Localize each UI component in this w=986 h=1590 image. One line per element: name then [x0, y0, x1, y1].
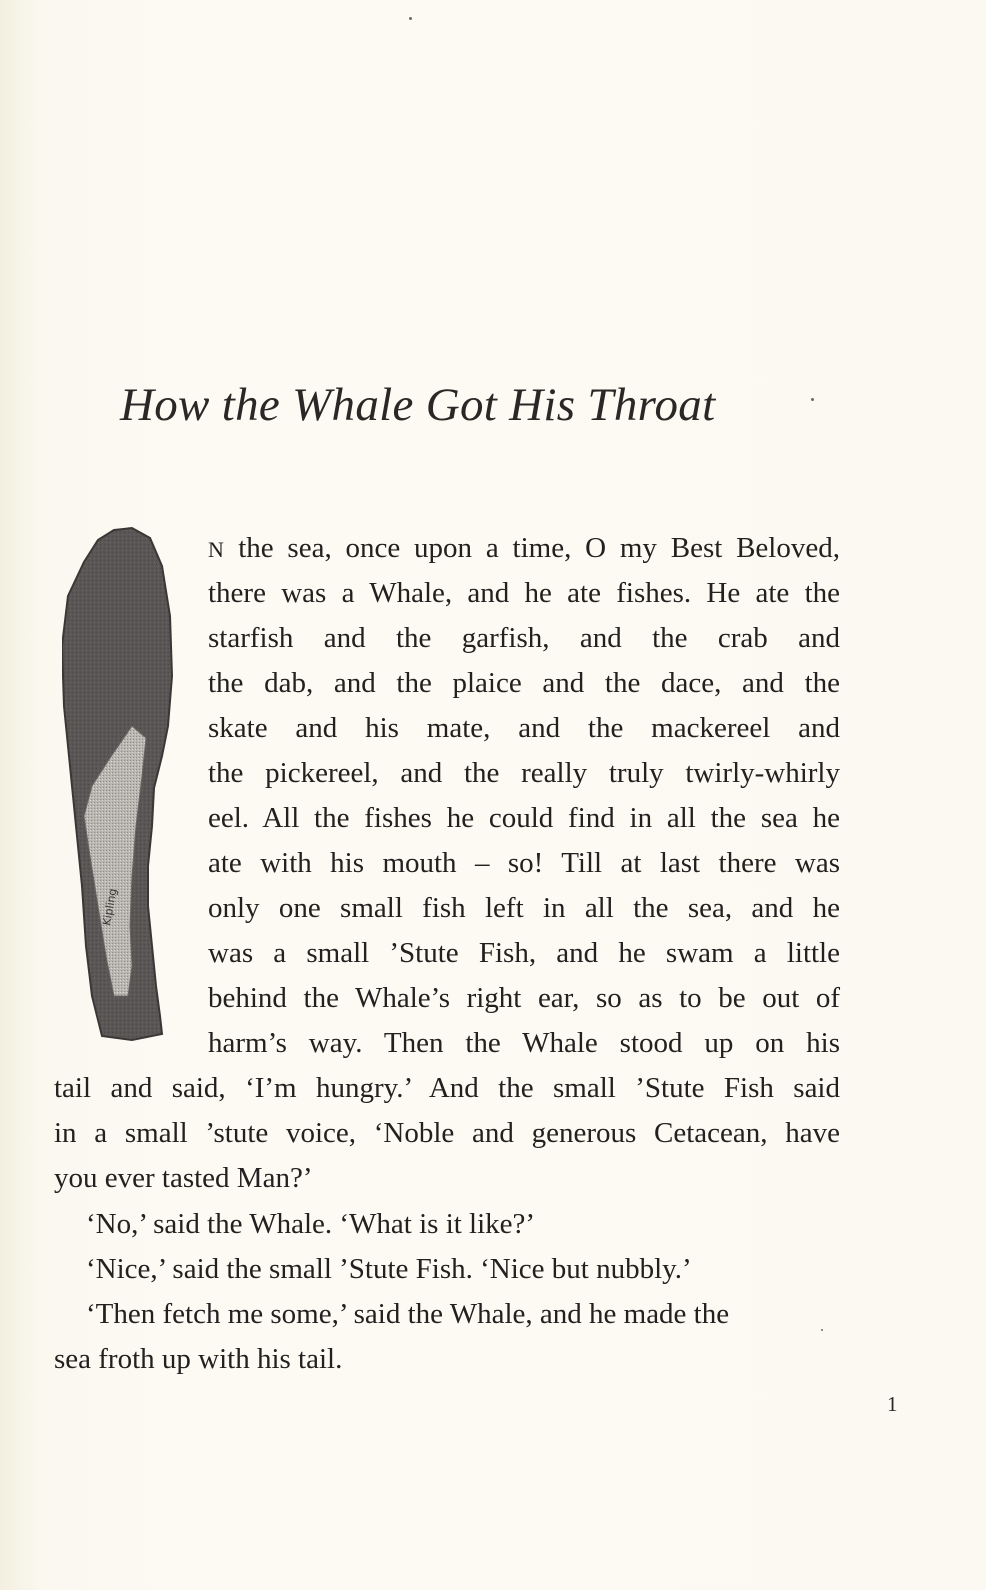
paragraph-line: starfish and the garfish, and the crab and [208, 622, 840, 654]
print-speck [811, 398, 814, 401]
paragraph-line: skate and his mate, and the mackereel and [208, 712, 840, 744]
paragraph-line: you ever tasted Man?’ [54, 1162, 313, 1194]
paragraph-line: was a small ’Stute Fish, and he swam a little [208, 937, 840, 969]
print-speck [409, 17, 412, 20]
page-number: 1 [887, 1392, 898, 1416]
paragraph-line: ate with his mouth – so! Till at last there was [208, 847, 840, 879]
lead-small-capital: N [208, 537, 225, 562]
paragraph-line: eel. All the fishes he could find in all the sea he [208, 802, 840, 834]
paragraph-line: there was a Whale, and he ate fishes. He ate the [208, 577, 840, 609]
paragraph-line: tail and said, ‘I’m hungry.’ And the small ’Stute Fish said [54, 1072, 840, 1104]
print-speck [821, 1329, 823, 1331]
paragraph-line: the pickereel, and the really truly twirly-whirly [208, 757, 840, 789]
paragraph-line: behind the Whale’s right ear, so as to be out of [208, 982, 840, 1014]
closing-line-2: sea froth up with his tail. [54, 1343, 343, 1375]
drop-cap-illustration [62, 526, 182, 1046]
paragraph-line: only one small fish left in all the sea, and he [208, 892, 840, 924]
chapter-title: How the Whale Got His Throat [120, 379, 716, 431]
drop-cap-letter-i-art [62, 526, 182, 1046]
paragraph-line-1-text: the sea, once upon a time, O my Best Beloved, [224, 532, 840, 564]
drop-cap-inscription: Kipling [100, 887, 120, 927]
dialogue-line: ‘No,’ said the Whale. ‘What is it like?’ [86, 1208, 536, 1240]
paragraph-line: in a small ’stute voice, ‘Noble and generous Cetacean, have [54, 1117, 840, 1149]
paragraph-line: the dab, and the plaice and the dace, and the [208, 667, 840, 699]
dialogue-line: ‘Nice,’ said the small ’Stute Fish. ‘Nice but nubbly.’ [86, 1253, 692, 1285]
paragraph-line: harm’s way. Then the Whale stood up on his [208, 1027, 840, 1059]
paragraph-line-1 [208, 530, 840, 568]
closing-line-1: ‘Then fetch me some,’ said the Whale, and he made the [86, 1298, 730, 1330]
